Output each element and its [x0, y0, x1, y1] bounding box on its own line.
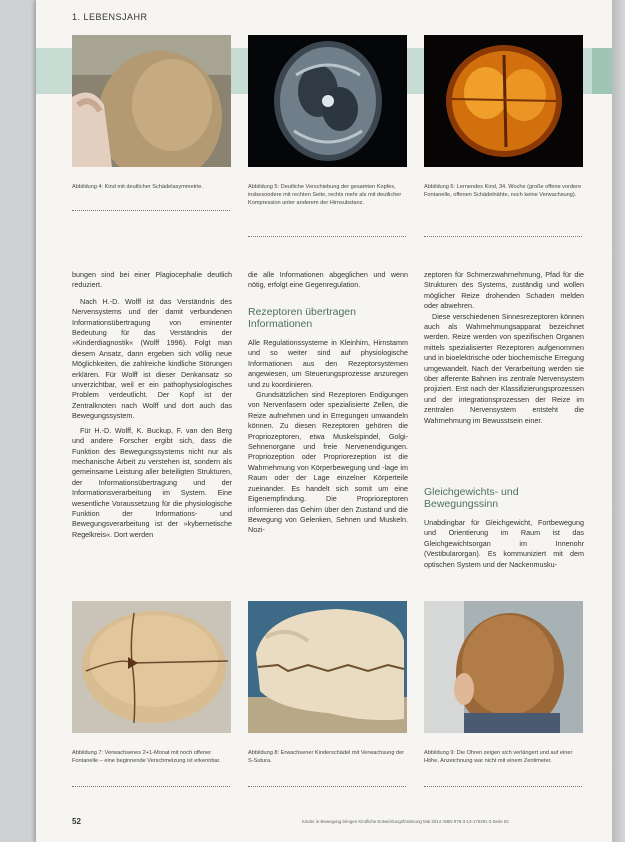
photo-adult-skull-suture — [248, 601, 407, 733]
text-column-2 — [248, 270, 408, 291]
caption-divider — [248, 236, 406, 237]
paragraph: Für H.-D. Wolff, K. Buckup, F. van den Berg und andere Forscher ergibt sich, dass die Funktion des Bewegungssystems nicht nur als mechanische Arbeit zu verstehen ist, sondern als gemeinsame Leistung aller beteiligten Strukturen, der Informationsübertragung und der Informationsverarbeitung im System. Eine wesentliche Voraussetzung für die physiologische Funktion der Informations- und Bewegungsverarbeitung ist der »kybernetische Regelkreis«. Dort werden — [72, 425, 232, 539]
photo-child-head-back — [424, 601, 583, 733]
caption-figure-5: Abbildung 5: Deutliche Verschiebung der gesamten Kopfes, insbesondere mit rechten Seite, rechts mehr als mit deutlicher Kompression unter anderem der Hirnsubstanz. — [248, 184, 402, 206]
text-column-3-body — [424, 518, 584, 570]
header-band-accent — [592, 48, 612, 94]
text-column-3 — [424, 270, 584, 426]
text-column-1 — [72, 270, 232, 540]
page-edge — [612, 0, 625, 842]
paragraph: Unabdingbar für Gleichgewicht, Fortbewegung und Orientierung im Raum ist das Gleichgewichtsorgan im Innenohr (Vestibularorgan). Es kommuniziert mit dem optischen System und der Nackenmusku- — [424, 518, 584, 569]
chapter-header: 1. LEBENSJAHR — [72, 12, 148, 22]
paragraph: Alle Regulationssysteme in Kleinhirn, Hirnstamm und so weiter sind auf physiologische Informationen aus den Rezeptorsystemen angewiesen, um Steuerungsprozesse anzuregen und zu koordinieren. — [248, 338, 408, 389]
paragraph: zeptoren für Schmerzwahrnehmung, Pfad für die Strukturen des Systems, zuständig und wollen möglicher Reize drohenden Schaden melden oder abwehren. — [424, 270, 584, 311]
caption-figure-4: Abbildung 4: Kind mit deutlicher Schädelasymmetrie. — [72, 184, 203, 190]
photo-3d-skull-render — [424, 35, 583, 167]
text-column-2-body — [248, 338, 408, 536]
caption-figure-8: Abbildung 8: Erwachsener Kinderschädel mit Verwachsung der S-Sutura. — [248, 750, 405, 764]
caption-divider — [248, 786, 406, 787]
caption-figure-9: Abbildung 9: Die Ohren zeigen sich verlängert und auf einer Höhe, Anzeichnung war nicht mit einem Zentimeter. — [424, 750, 573, 764]
photo-infant-head — [72, 35, 231, 167]
page-number: 52 — [72, 817, 81, 826]
caption-divider — [72, 210, 230, 211]
section-heading-receptors: Rezeptoren übertragen Informationen — [248, 306, 356, 330]
paragraph: die alle Informationen abgeglichen und wenn nötig, erfolgt eine Gegenregulation. — [248, 270, 408, 290]
caption-divider — [424, 236, 582, 237]
caption-divider — [424, 786, 582, 787]
caption-figure-7: Abbildung 7: Verwachsenes 2+1-Monat mit noch offener Fontanelle – eine beginnende Verschmelzung ist erkennbar. — [72, 750, 221, 764]
caption-figure-6: Abbildung 6: Lernendes Kind, 34. Woche (große offene vordere Fontanelle, offenen Schädelnähte, noch keine Verwachsung). — [424, 184, 582, 198]
publication-footer: Kinder in Bewegung bringen Kindliche Entwicklungsförderung Mai 2014 ISBN 978-3-13-176391-3 Seite 52 — [302, 819, 509, 824]
paragraph: Diese verschiedenen Sinnesrezeptoren können auch als Wahrnehmungsapparat bezeichnet werden. Reize werden von spezifischen Organen mittels spezialisierter Rezeptoren aufgenommen und in bioelektrische oder biochemische Erregung umgewandelt. Nach der Verarbeitung werden sie über afferente Bahnen ins zentrale Nervensystem projiziert. Erst nach der Klassifizierungsprozessen und der integrationsprozessen der Reize im zentralen Nervensystem entsteht die Wahrnehmung im Bewusstsein einer. — [424, 311, 584, 425]
section-heading-balance: Gleichgewichts- und Bewegungssinn — [424, 486, 519, 510]
photo-skull-fontanelle — [72, 601, 231, 733]
paragraph: Nach H.-D. Wolff ist das Verständnis des Nervensystems und der damit verbundenen Informationsübertragung von eminenter Bedeutung für das Verständnis der »Kinderdiagnostik« (Wolff 1996). Folgt man diesem Ansatz, dann ergeben sich völlig neue Möglichkeiten, die zahlreiche kindliche Störungen erklären. Für Wolff ist dieser Denkansatz so unverzichtbar, weil er ein pathophysiologisches Problem verdeutlicht. Der Kopf ist der Zentralknoten nach Wolff und dort auch das Bewegungssystem. — [72, 296, 232, 421]
caption-divider — [72, 786, 230, 787]
photo-mri-scan — [248, 35, 407, 167]
paragraph: bungen sind bei einer Plagiocephalie deutlich reduziert. — [72, 270, 232, 290]
paragraph: Grundsätzlichen sind Rezeptoren Endigungen von Nervenfasern oder spezialisierte Zellen, die Reize aufnehmen und in Erregungen umwandeln können. Zu diesen Rezeptoren gehören die Propriozeptoren, etwa Muskelspindel, Golgi-Sehnenorgane und freie Nervenendigungen. Propriozeption oder Propriorezeption ist die Wahrnehmung von Körperbewegung und -lage im Raum oder der Lage einzelner Körperteile zueinander. Es handelt sich somit um eine Eigenempfindung. Die Propriozeptoren informieren das Gehirn über den Zustand und die Bewegung von Gelenken, Sehnen und Muskeln. Nozi- — [248, 390, 408, 535]
